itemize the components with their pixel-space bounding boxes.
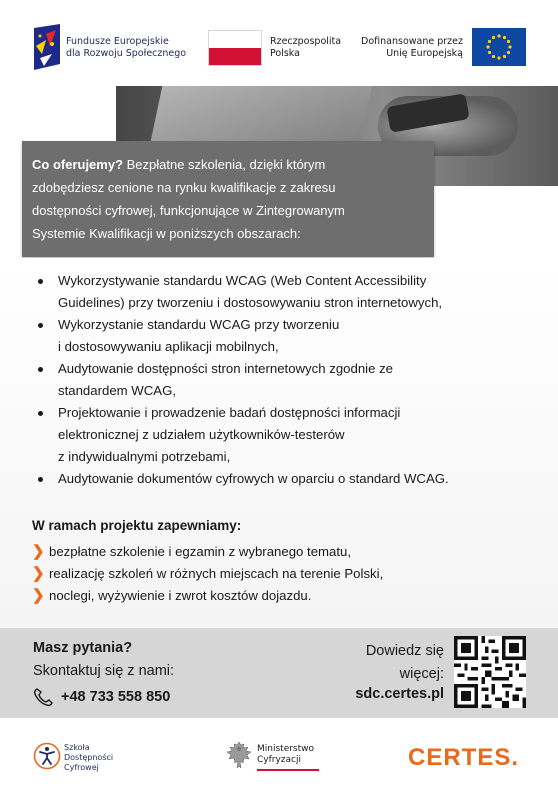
sdc-line-2: Dostępności	[64, 753, 114, 762]
provide-list	[32, 541, 383, 607]
fundusze-europejskie-logo-icon	[32, 24, 62, 70]
fe-line-2: dla Rozwoju Społecznego	[66, 48, 187, 59]
list-item	[32, 541, 383, 563]
ministry-red-line	[257, 769, 319, 771]
area-4-line-2: elektronicznej z udziałem użytkowników-testerów	[58, 427, 345, 442]
fundusze-europejskie-text	[66, 36, 186, 60]
bullet-icon	[38, 477, 43, 482]
ministry-line-1: Ministerstwo	[257, 744, 315, 754]
contact-us-label: Skontaktuj się z nami:	[33, 663, 175, 679]
phone-row[interactable]	[33, 686, 170, 708]
list-item	[32, 585, 383, 607]
contact-band	[0, 628, 558, 718]
offer-line-2: zdobędziesz cenione na rynku kwalifikacje z zakresu	[32, 180, 336, 195]
bullet-icon	[38, 367, 43, 372]
area-5-line-1: Audytowanie dokumentów cyfrowych w oparciu o standard WCAG.	[58, 471, 449, 486]
list-item	[38, 402, 538, 468]
ministry-logo-text	[257, 744, 314, 766]
contact-question: Masz pytania?	[33, 640, 133, 656]
list-item	[38, 358, 538, 402]
eu-funding-text	[361, 36, 463, 60]
learn-line-2: więcej:	[399, 666, 444, 682]
area-3-line-2: standardem WCAG,	[58, 383, 176, 398]
offer-box	[22, 141, 434, 257]
eu-flag-icon	[472, 28, 526, 66]
pl-line-2: Polska	[270, 48, 300, 59]
phone-number[interactable]: +48 733 558 850	[61, 689, 171, 705]
content-section	[0, 258, 558, 628]
offer-lead: Co oferujemy?	[32, 157, 124, 172]
chevron-right-icon: ❯	[32, 543, 45, 560]
area-1-line-2: Guidelines) przy tworzeniu i dostosowywaniu stron internetowych,	[58, 295, 443, 310]
offer-line-4: Systemie Kwalifikacji w poniższych obszarach:	[32, 226, 301, 241]
provide-item-1: bezpłatne szkolenie i egzamin z wybranego tematu,	[49, 544, 352, 559]
rzeczpospolita-text	[270, 36, 341, 60]
accessibility-person-icon	[33, 742, 61, 770]
bullet-icon	[38, 279, 43, 284]
areas-list	[38, 270, 538, 490]
area-4-line-3: z indywidualnymi potrzebami,	[58, 449, 231, 464]
bullet-icon	[38, 411, 43, 416]
list-item	[32, 563, 383, 585]
header-logos	[0, 22, 558, 74]
offer-line-3: dostępności cyfrowej, funkcjonujące w Zintegrowanym	[32, 203, 345, 218]
website-link[interactable]: sdc.certes.pl	[355, 686, 444, 702]
list-item	[38, 468, 538, 490]
sdc-logo-text	[64, 743, 113, 773]
phone-icon	[33, 687, 55, 707]
list-item	[38, 270, 538, 314]
provide-item-2: realizację szkoleń w różnych miejscach na terenie Polski,	[49, 566, 384, 581]
chevron-right-icon: ❯	[32, 587, 45, 604]
eu-line-2: Unię Europejską	[386, 48, 463, 59]
offer-line-1	[32, 153, 424, 176]
provide-title: W ramach projektu zapewniamy:	[32, 518, 242, 533]
list-item	[38, 314, 538, 358]
eu-line-1: Dofinansowane przez	[361, 36, 463, 47]
area-2-line-1: Wykorzystanie standardu WCAG przy tworzeniu	[58, 317, 340, 332]
ministry-line-2: Cyfryzacji	[257, 755, 301, 765]
area-3-line-1: Audytowanie dostępności stron internetowych zgodnie ze	[58, 361, 394, 376]
poland-flag-icon	[208, 30, 262, 66]
area-1-line-1: Wykorzystywanie standardu WCAG (Web Content Accessibility	[58, 273, 427, 288]
sdc-line-1: Szkoła	[64, 743, 90, 752]
fe-line-1: Fundusze Europejskie	[66, 36, 169, 47]
footer-logos	[0, 718, 558, 794]
pl-line-1: Rzeczpospolita	[270, 36, 342, 47]
learn-line-1: Dowiedz się	[365, 643, 444, 659]
learn-more-text	[366, 640, 444, 686]
offer-line-1-rest: Bezpłatne szkolenia, dzięki którym	[123, 157, 326, 172]
bullet-icon	[38, 323, 43, 328]
area-4-line-1: Projektowanie i prowadzenie badań dostępności informacji	[58, 405, 401, 420]
sdc-line-3: Cyfrowej	[64, 763, 99, 772]
certes-logo: CERTES.	[408, 744, 520, 771]
qr-code-icon[interactable]	[454, 636, 526, 708]
provide-item-3: noclegi, wyżywienie i zwrot kosztów dojazdu.	[49, 588, 312, 603]
chevron-right-icon: ❯	[32, 565, 45, 582]
polish-eagle-icon	[226, 740, 252, 772]
area-2-line-2: i dostosowywaniu aplikacji mobilnych,	[58, 339, 279, 354]
